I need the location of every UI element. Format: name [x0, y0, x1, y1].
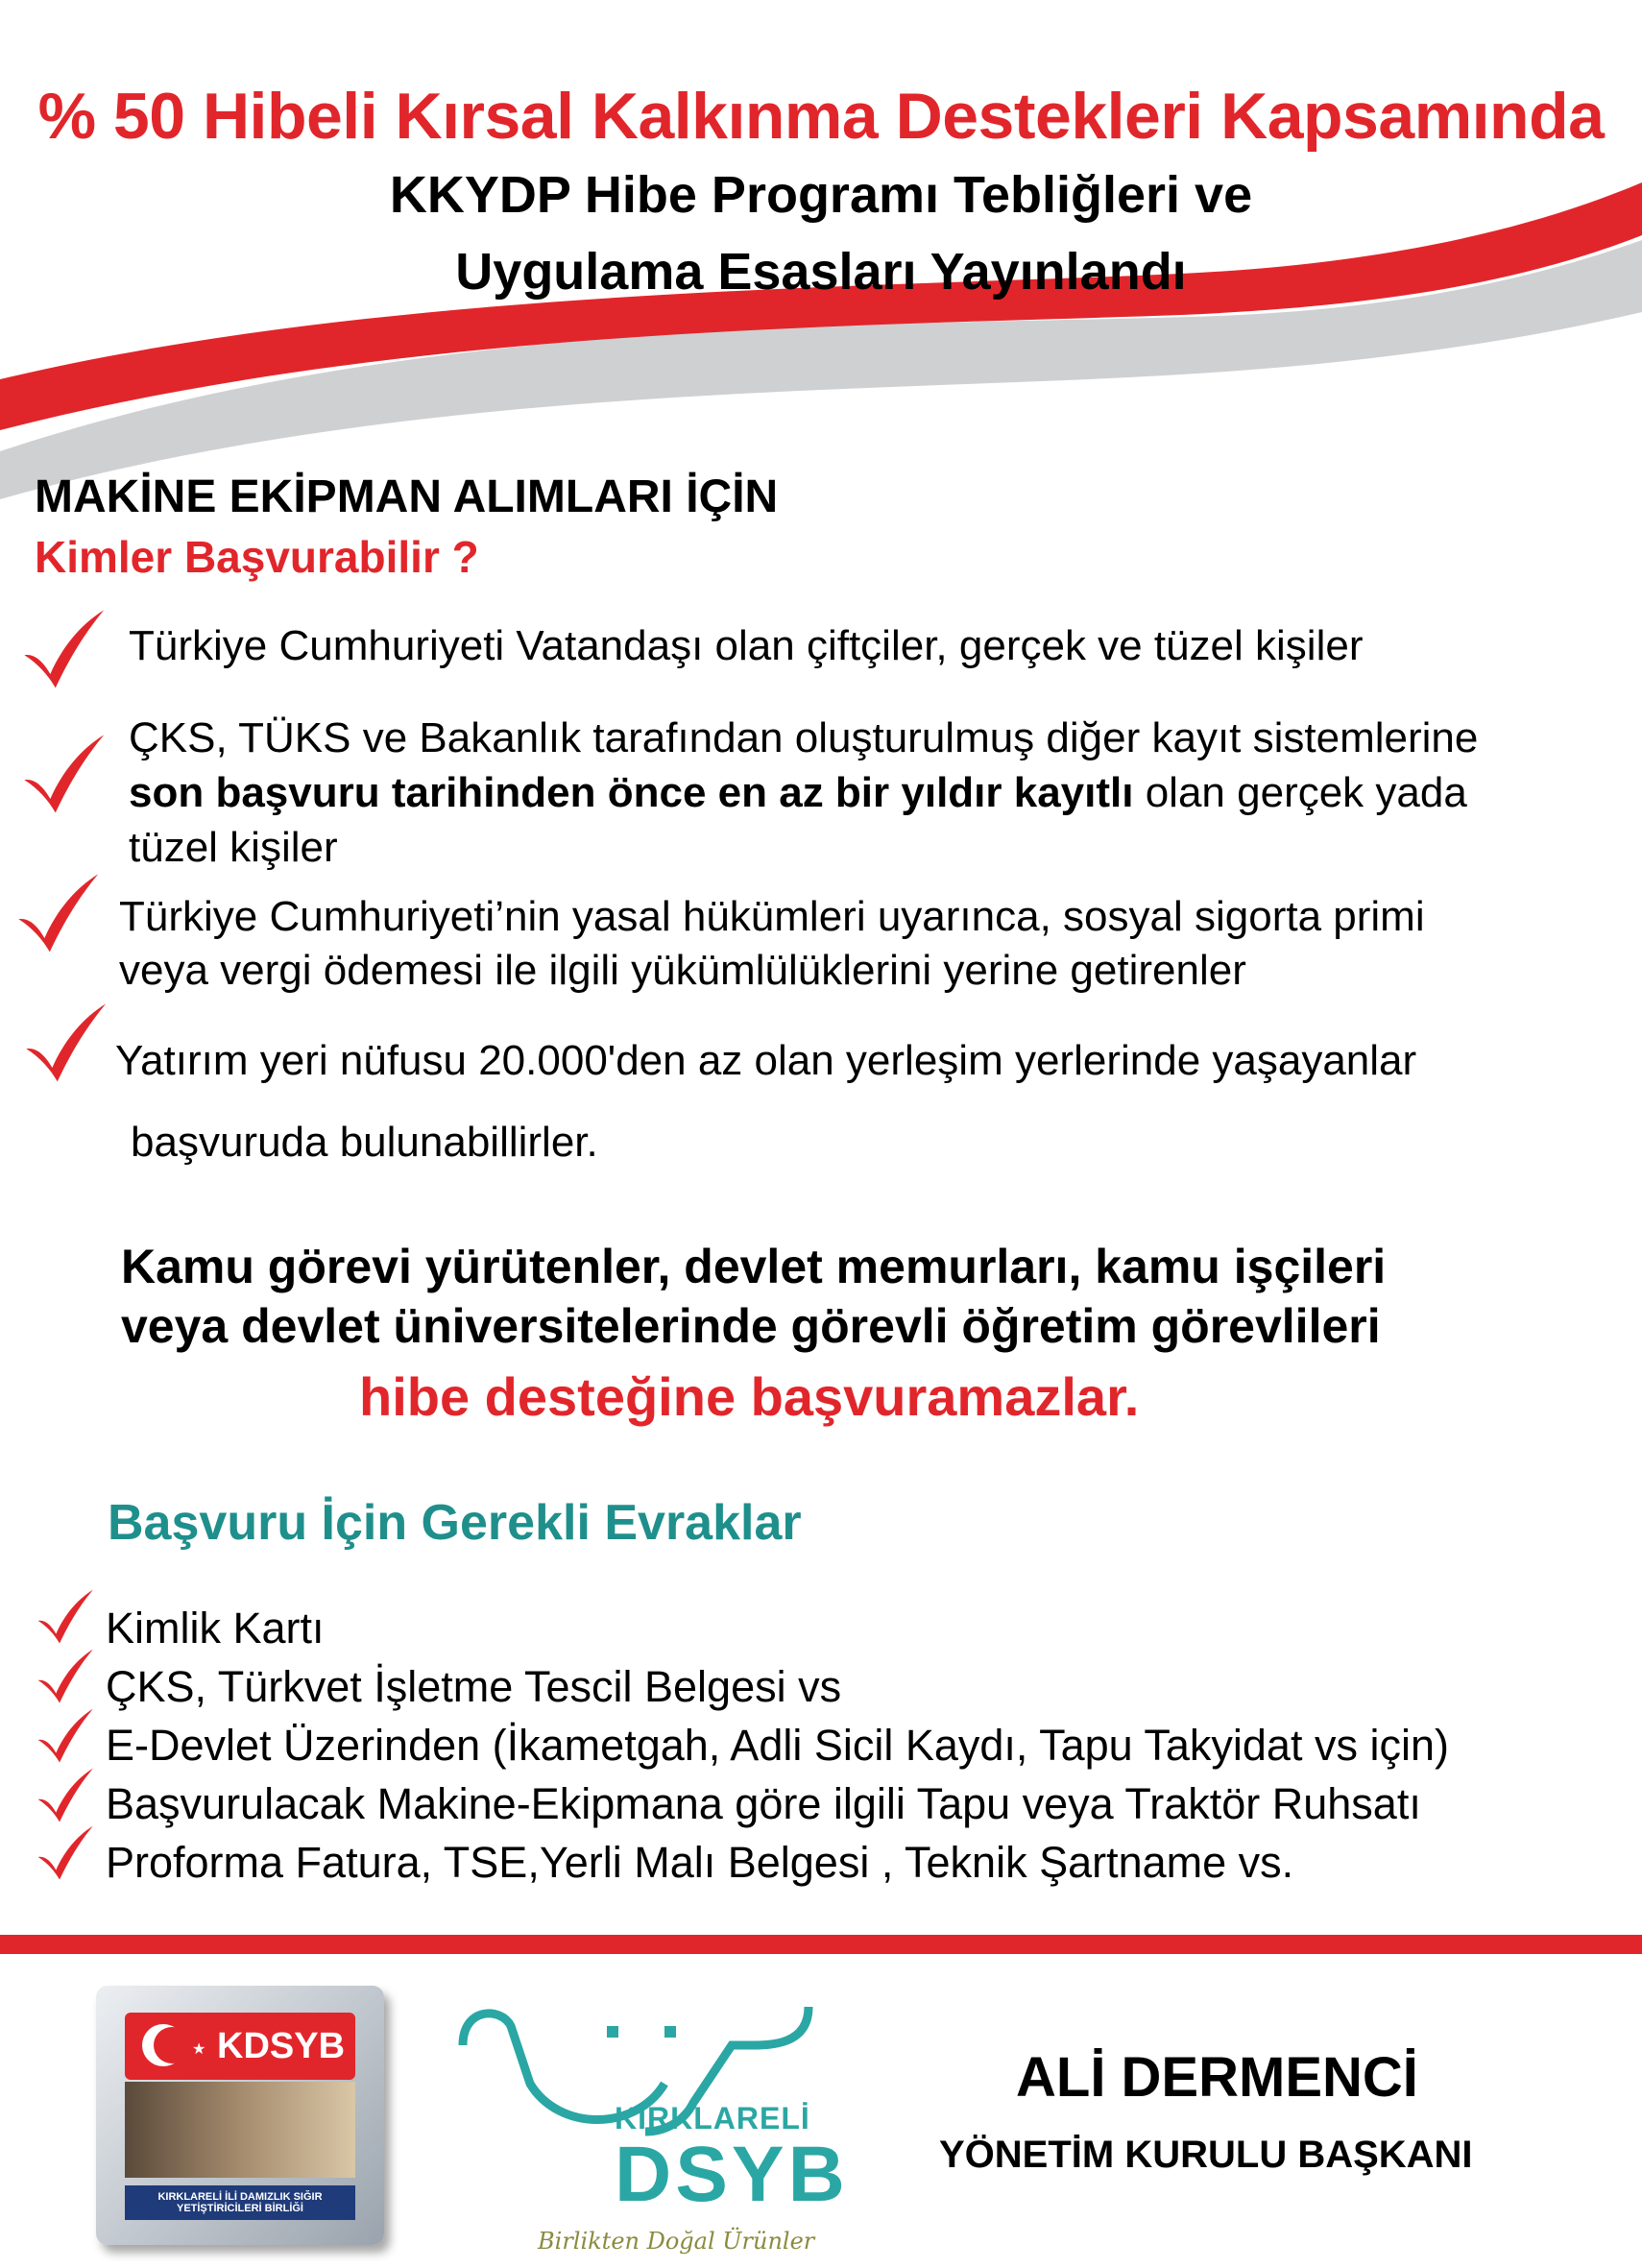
- eligibility-item-2-bold: son başvuru tarihinden önce en az bir yıldır kayıtlı: [129, 769, 1134, 816]
- page-subtitle-line1: KKYDP Hibe Programı Tebliğleri ve: [389, 166, 1253, 224]
- eligibility-item-4: Yatırım yeri nüfusu 20.000'den az olan yerleşim yerlerinde yaşayanlar: [115, 1037, 1417, 1084]
- logo-name: DSYB: [615, 2131, 849, 2218]
- check-icon: [19, 605, 106, 691]
- notice-line2: veya devlet üniversitelerinde görevli öğretim görevlileri: [121, 1299, 1381, 1353]
- kdsyb-badge-logo: [96, 1986, 384, 2245]
- eligibility-item-2-line2: [129, 765, 1627, 820]
- section-question: Kimler Başvurabilir ?: [35, 532, 479, 582]
- eligibility-item-2-rest: olan gerçek yada: [1133, 769, 1467, 816]
- page-title: % 50 Hibeli Kırsal Kalkınma Destekleri Kapsamında: [37, 80, 1605, 153]
- document-item: ÇKS, Türkvet İşletme Tescil Belgesi vs: [106, 1662, 842, 1711]
- check-icon: [35, 1765, 94, 1824]
- check-icon: [21, 999, 108, 1085]
- person-title: YÖNETİM KURULU BAŞKANI: [939, 2134, 1473, 2176]
- check-icon: [35, 1705, 94, 1765]
- eligibility-item-2-line1: ÇKS, TÜKS ve Bakanlık tarafından oluşturulmuş diğer kayıt sistemlerine: [129, 714, 1479, 761]
- eligibility-item-2: [129, 711, 1627, 875]
- logo-text: KDSYB: [217, 2026, 346, 2066]
- logo-flag-icon: ★ KDSYB: [125, 2013, 355, 2080]
- document-item: Kimlik Kartı: [106, 1604, 325, 1653]
- check-icon: [35, 1586, 94, 1646]
- notice-line1: Kamu görevi yürütenler, devlet memurları, kamu işçileri: [121, 1240, 1387, 1293]
- check-icon: [19, 730, 106, 816]
- logo-city: KIRKLARELİ: [615, 2101, 810, 2135]
- document-item: Başvurulacak Makine-Ekipmana göre ilgili Tapu veya Traktör Ruhsatı: [106, 1779, 1421, 1828]
- eligibility-item-3-line2: veya vergi ödemesi ile ilgili yükümlülüklerini yerine getirenler: [119, 947, 1246, 994]
- logo-caption: KIRKLARELİ İLİ DAMIZLIK SIĞIR YETİŞTİRİCİLERİ BİRLİĞİ: [125, 2185, 355, 2220]
- document-item: E-Devlet Üzerinden (İkametgah, Adli Sicil Kaydı, Tapu Takyidat vs için): [106, 1721, 1449, 1770]
- person-name: ALİ DERMENCİ: [1016, 2046, 1418, 2109]
- cattle-image: [125, 2082, 355, 2178]
- section-heading: MAKİNE EKİPMAN ALIMLARI İÇİN: [35, 471, 779, 522]
- eligibility-closing: başvuruda bulunabillirler.: [131, 1119, 598, 1166]
- eligibility-item-3: [119, 890, 1425, 998]
- check-icon: [35, 1822, 94, 1882]
- eligibility-item-1: Türkiye Cumhuriyeti Vatandaşı olan çiftçiler, gerçek ve tüzel kişiler: [129, 622, 1364, 669]
- check-icon: [35, 1646, 94, 1705]
- notice-line3: hibe desteğine başvuramazlar.: [359, 1366, 1140, 1427]
- page-subtitle-line2: Uygulama Esasları Yayınlandı: [455, 243, 1187, 301]
- check-icon: [13, 869, 100, 955]
- documents-heading: Başvuru İçin Gerekli Evraklar: [108, 1495, 802, 1551]
- footer-divider: [0, 1935, 1642, 1954]
- eligibility-item-3-line1: Türkiye Cumhuriyeti’nin yasal hükümleri uyarınca, sosyal sigorta primi: [119, 893, 1425, 940]
- logo-slogan: Birlikten Doğal Ürünler: [538, 2228, 815, 2255]
- eligibility-item-2-line3: tüzel kişiler: [129, 824, 338, 871]
- document-item: Proforma Fatura, TSE,Yerli Malı Belgesi , Teknik Şartname vs.: [106, 1838, 1294, 1887]
- document-list: [106, 1599, 1449, 1892]
